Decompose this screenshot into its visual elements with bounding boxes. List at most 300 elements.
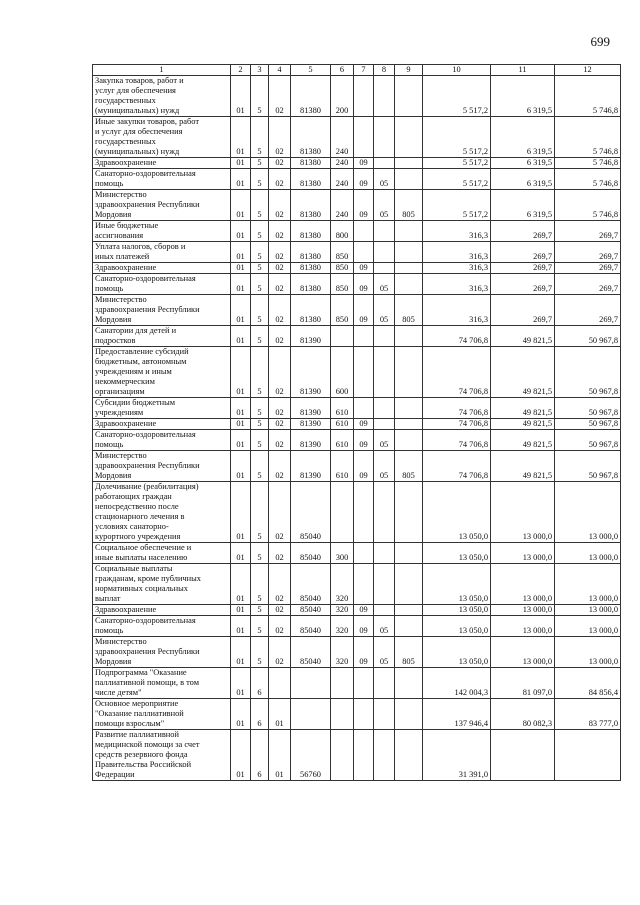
amount-10-cell: 31 391,0 [423,730,491,781]
code-5-cell: 81380 [291,263,331,274]
code-2-cell: 01 [231,326,251,347]
code-3-cell: 5 [251,117,269,158]
code-5-cell: 85040 [291,605,331,616]
code-6-cell: 850 [331,274,354,295]
code-2-cell: 01 [231,564,251,605]
code-4-cell: 02 [269,605,291,616]
code-3-cell: 5 [251,158,269,169]
code-2-cell: 01 [231,543,251,564]
code-9-cell [395,430,423,451]
amount-12-cell: 269,7 [555,263,621,274]
code-8-cell [374,482,395,543]
code-7-cell: 09 [354,263,374,274]
table-row [93,451,621,482]
code-5-cell: 85040 [291,564,331,605]
amount-11-cell: 81 097,0 [491,668,555,699]
amount-10-cell: 316,3 [423,295,491,326]
code-4-cell [269,668,291,699]
table-row [93,398,621,419]
code-9-cell [395,699,423,730]
header-cell: 2 [231,65,251,76]
row-name-cell: Здравоохранение [93,158,231,169]
code-5-cell: 81380 [291,117,331,158]
amount-11-cell: 49 821,5 [491,347,555,398]
row-name-cell: Санатории для детей и подростков [93,326,231,347]
code-4-cell: 02 [269,190,291,221]
code-4-cell: 02 [269,637,291,668]
code-2-cell: 01 [231,263,251,274]
row-name-cell: Социальное обеспечение и иные выплаты населению [93,543,231,564]
code-3-cell: 6 [251,730,269,781]
code-2-cell: 01 [231,482,251,543]
header-cell: 11 [491,65,555,76]
amount-11-cell: 13 000,0 [491,605,555,616]
amount-11-cell: 49 821,5 [491,419,555,430]
table-row [93,616,621,637]
table-row [93,274,621,295]
code-9-cell [395,564,423,605]
amount-12-cell: 50 967,8 [555,398,621,419]
code-8-cell: 05 [374,451,395,482]
code-6-cell: 320 [331,605,354,616]
row-name-cell: Здравоохранение [93,605,231,616]
code-2-cell: 01 [231,451,251,482]
amount-10-cell: 5 517,2 [423,117,491,158]
code-8-cell [374,263,395,274]
code-2-cell: 01 [231,730,251,781]
amount-10-cell: 137 946,4 [423,699,491,730]
code-7-cell: 09 [354,274,374,295]
header-cell: 10 [423,65,491,76]
code-5-cell: 81390 [291,347,331,398]
code-3-cell: 5 [251,451,269,482]
code-9-cell [395,347,423,398]
code-6-cell: 320 [331,637,354,668]
code-8-cell: 05 [374,295,395,326]
table-row [93,430,621,451]
code-3-cell: 5 [251,482,269,543]
code-8-cell [374,347,395,398]
code-8-cell [374,605,395,616]
row-name-cell: Министерство здравоохранения Республики Мордовия [93,451,231,482]
code-9-cell [395,263,423,274]
row-name-cell: Предоставление субсидий бюджетным, автономным учреждениям и иным некоммерческим организациям [93,347,231,398]
code-3-cell: 5 [251,605,269,616]
code-7-cell [354,564,374,605]
table-row [93,605,621,616]
amount-11-cell: 6 319,5 [491,76,555,117]
table-row [93,730,621,781]
code-4-cell: 02 [269,274,291,295]
amount-11-cell: 13 000,0 [491,543,555,564]
code-5-cell: 81380 [291,190,331,221]
amount-12-cell: 5 746,8 [555,117,621,158]
code-4-cell: 02 [269,158,291,169]
table-row [93,543,621,564]
code-6-cell: 300 [331,543,354,564]
header-cell: 3 [251,65,269,76]
code-8-cell [374,419,395,430]
code-2-cell: 01 [231,169,251,190]
code-2-cell: 01 [231,221,251,242]
code-9-cell [395,616,423,637]
table-row [93,221,621,242]
code-6-cell: 850 [331,263,354,274]
amount-12-cell: 13 000,0 [555,543,621,564]
code-5-cell: 81390 [291,451,331,482]
table-row [93,190,621,221]
code-5-cell: 81390 [291,419,331,430]
code-5-cell: 81390 [291,398,331,419]
table-row [93,482,621,543]
code-5-cell: 85040 [291,616,331,637]
code-4-cell: 02 [269,242,291,263]
code-7-cell [354,668,374,699]
header-cell: 7 [354,65,374,76]
code-2-cell: 01 [231,699,251,730]
amount-11-cell: 49 821,5 [491,451,555,482]
header-cell: 1 [93,65,231,76]
code-3-cell: 5 [251,419,269,430]
code-5-cell: 81380 [291,295,331,326]
code-8-cell: 05 [374,430,395,451]
code-8-cell [374,543,395,564]
code-9-cell [395,419,423,430]
code-8-cell [374,117,395,158]
code-2-cell: 01 [231,190,251,221]
code-6-cell: 240 [331,158,354,169]
row-name-cell: Здравоохранение [93,419,231,430]
code-2-cell: 01 [231,76,251,117]
code-7-cell: 09 [354,616,374,637]
code-7-cell [354,482,374,543]
row-name-cell: Долечивание (реабилитация) работающих граждан непосредственно после стационарного лечения в условиях санаторно- курортного учреждения [93,482,231,543]
row-name-cell: Министерство здравоохранения Республики Мордовия [93,637,231,668]
code-4-cell: 02 [269,347,291,398]
table-row [93,668,621,699]
amount-12-cell [555,730,621,781]
code-2-cell: 01 [231,242,251,263]
code-9-cell [395,605,423,616]
amount-12-cell: 13 000,0 [555,482,621,543]
amount-12-cell: 269,7 [555,274,621,295]
code-5-cell: 85040 [291,482,331,543]
code-8-cell [374,699,395,730]
amount-12-cell: 269,7 [555,221,621,242]
amount-10-cell: 13 050,0 [423,543,491,564]
code-7-cell: 09 [354,430,374,451]
code-3-cell: 5 [251,430,269,451]
code-3-cell: 5 [251,274,269,295]
amount-12-cell: 5 746,8 [555,76,621,117]
amount-11-cell: 49 821,5 [491,398,555,419]
amount-12-cell: 5 746,8 [555,190,621,221]
table-row [93,347,621,398]
code-9-cell [395,169,423,190]
amount-10-cell: 74 706,8 [423,398,491,419]
code-7-cell [354,699,374,730]
code-5-cell: 56760 [291,730,331,781]
code-5-cell: 81390 [291,430,331,451]
code-6-cell [331,668,354,699]
code-4-cell: 02 [269,419,291,430]
amount-10-cell: 5 517,2 [423,169,491,190]
code-6-cell: 320 [331,564,354,605]
amount-11-cell: 13 000,0 [491,564,555,605]
amount-10-cell: 13 050,0 [423,605,491,616]
amount-12-cell: 50 967,8 [555,419,621,430]
code-5-cell: 81380 [291,158,331,169]
code-9-cell [395,730,423,781]
code-8-cell [374,158,395,169]
code-2-cell: 01 [231,274,251,295]
amount-12-cell: 13 000,0 [555,564,621,605]
code-4-cell: 02 [269,295,291,326]
code-3-cell: 6 [251,668,269,699]
code-8-cell [374,564,395,605]
code-8-cell: 05 [374,616,395,637]
code-7-cell [354,221,374,242]
code-7-cell: 09 [354,190,374,221]
code-3-cell: 5 [251,242,269,263]
code-8-cell [374,326,395,347]
amount-12-cell: 83 777,0 [555,699,621,730]
amount-11-cell: 6 319,5 [491,158,555,169]
amount-11-cell: 6 319,5 [491,169,555,190]
table-row [93,169,621,190]
amount-10-cell: 74 706,8 [423,326,491,347]
code-2-cell: 01 [231,605,251,616]
amount-11-cell: 6 319,5 [491,117,555,158]
code-2-cell: 01 [231,637,251,668]
code-8-cell: 05 [374,637,395,668]
code-2-cell: 01 [231,295,251,326]
code-7-cell: 09 [354,295,374,326]
row-name-cell: Санаторно-оздоровительная помощь [93,274,231,295]
table-row [93,419,621,430]
code-6-cell: 850 [331,295,354,326]
code-4-cell: 02 [269,482,291,543]
page-number: 699 [590,34,610,49]
code-7-cell: 09 [354,419,374,430]
code-2-cell: 01 [231,419,251,430]
code-2-cell: 01 [231,668,251,699]
code-6-cell: 850 [331,242,354,263]
code-7-cell [354,543,374,564]
code-4-cell: 02 [269,326,291,347]
code-6-cell [331,326,354,347]
amount-12-cell: 13 000,0 [555,605,621,616]
budget-table [92,64,621,781]
code-7-cell [354,117,374,158]
code-7-cell [354,398,374,419]
code-3-cell: 5 [251,398,269,419]
amount-11-cell: 269,7 [491,263,555,274]
code-5-cell: 81380 [291,242,331,263]
code-3-cell: 5 [251,263,269,274]
code-9-cell [395,543,423,564]
amount-11-cell: 269,7 [491,242,555,263]
code-5-cell: 85040 [291,543,331,564]
code-3-cell: 5 [251,221,269,242]
code-6-cell: 610 [331,419,354,430]
code-6-cell [331,482,354,543]
amount-10-cell: 316,3 [423,274,491,295]
code-5-cell: 81380 [291,221,331,242]
code-6-cell: 200 [331,76,354,117]
row-name-cell: Иные бюджетные ассигнования [93,221,231,242]
code-3-cell: 6 [251,699,269,730]
code-4-cell: 01 [269,730,291,781]
code-5-cell: 81390 [291,326,331,347]
code-8-cell: 05 [374,190,395,221]
code-6-cell: 320 [331,616,354,637]
code-2-cell: 01 [231,430,251,451]
code-5-cell: 81380 [291,274,331,295]
row-name-cell: Иные закупки товаров, работ и услуг для обеспечения государственных (муниципальных) нужд [93,117,231,158]
amount-10-cell: 13 050,0 [423,482,491,543]
code-6-cell: 610 [331,430,354,451]
row-name-cell: Санаторно-оздоровительная помощь [93,430,231,451]
amount-11-cell: 269,7 [491,295,555,326]
row-name-cell: Уплата налогов, сборов и иных платежей [93,242,231,263]
code-8-cell [374,730,395,781]
code-6-cell: 610 [331,398,354,419]
code-6-cell [331,730,354,781]
table-row [93,117,621,158]
amount-11-cell: 49 821,5 [491,326,555,347]
row-name-cell: Субсидии бюджетным учреждениям [93,398,231,419]
amount-10-cell: 74 706,8 [423,419,491,430]
amount-11-cell: 269,7 [491,221,555,242]
table-body [93,76,621,781]
amount-11-cell: 13 000,0 [491,616,555,637]
amount-12-cell: 269,7 [555,242,621,263]
row-name-cell: Санаторно-оздоровительная помощь [93,616,231,637]
code-9-cell [395,274,423,295]
code-6-cell: 600 [331,347,354,398]
code-7-cell: 09 [354,158,374,169]
amount-10-cell: 142 004,3 [423,668,491,699]
code-5-cell: 85040 [291,637,331,668]
amount-12-cell: 269,7 [555,295,621,326]
code-4-cell: 02 [269,564,291,605]
table-row [93,564,621,605]
code-7-cell [354,326,374,347]
code-3-cell: 5 [251,190,269,221]
code-8-cell [374,76,395,117]
code-3-cell: 5 [251,637,269,668]
row-name-cell: Здравоохранение [93,263,231,274]
header-cell: 4 [269,65,291,76]
header-cell: 5 [291,65,331,76]
code-4-cell: 02 [269,263,291,274]
code-5-cell: 81380 [291,76,331,117]
code-7-cell [354,242,374,263]
amount-12-cell: 13 000,0 [555,637,621,668]
code-8-cell [374,398,395,419]
code-7-cell: 09 [354,605,374,616]
code-9-cell [395,242,423,263]
amount-10-cell: 316,3 [423,221,491,242]
code-6-cell [331,699,354,730]
header-row [93,65,621,76]
amount-11-cell: 13 000,0 [491,637,555,668]
code-5-cell [291,699,331,730]
code-3-cell: 5 [251,169,269,190]
code-6-cell: 610 [331,451,354,482]
code-3-cell: 5 [251,543,269,564]
row-name-cell: Министерство здравоохранения Республики Мордовия [93,295,231,326]
code-6-cell: 240 [331,117,354,158]
amount-10-cell: 5 517,2 [423,190,491,221]
code-5-cell [291,668,331,699]
code-9-cell: 805 [395,295,423,326]
code-3-cell: 5 [251,76,269,117]
amount-10-cell: 316,3 [423,242,491,263]
amount-10-cell: 74 706,8 [423,430,491,451]
code-9-cell [395,221,423,242]
code-3-cell: 5 [251,564,269,605]
code-4-cell: 02 [269,543,291,564]
table-row [93,76,621,117]
table-row [93,637,621,668]
code-7-cell [354,76,374,117]
amount-11-cell: 6 319,5 [491,190,555,221]
row-name-cell: Министерство здравоохранения Республики Мордовия [93,190,231,221]
code-4-cell: 02 [269,430,291,451]
header-cell: 8 [374,65,395,76]
code-9-cell [395,326,423,347]
code-4-cell: 02 [269,117,291,158]
code-7-cell [354,347,374,398]
row-name-cell: Закупка товаров, работ и услуг для обеспечения государственных (муниципальных) нужд [93,76,231,117]
amount-10-cell: 13 050,0 [423,616,491,637]
row-name-cell: Санаторно-оздоровительная помощь [93,169,231,190]
code-9-cell: 805 [395,637,423,668]
code-8-cell [374,242,395,263]
code-7-cell: 09 [354,451,374,482]
code-9-cell [395,117,423,158]
header-cell: 6 [331,65,354,76]
code-6-cell: 800 [331,221,354,242]
amount-12-cell: 50 967,8 [555,430,621,451]
code-4-cell: 02 [269,616,291,637]
table-row [93,242,621,263]
code-8-cell [374,221,395,242]
header-cell: 9 [395,65,423,76]
code-7-cell [354,730,374,781]
code-2-cell: 01 [231,398,251,419]
code-2-cell: 01 [231,616,251,637]
amount-10-cell: 5 517,2 [423,76,491,117]
code-4-cell: 02 [269,76,291,117]
amount-11-cell: 49 821,5 [491,430,555,451]
code-3-cell: 5 [251,295,269,326]
code-9-cell: 805 [395,451,423,482]
amount-12-cell: 13 000,0 [555,616,621,637]
code-2-cell: 01 [231,347,251,398]
code-3-cell: 5 [251,326,269,347]
code-4-cell: 01 [269,699,291,730]
code-2-cell: 01 [231,117,251,158]
code-5-cell: 81380 [291,169,331,190]
code-4-cell: 02 [269,398,291,419]
amount-11-cell: 13 000,0 [491,482,555,543]
row-name-cell: Социальные выплаты гражданам, кроме публичных нормативных социальных выплат [93,564,231,605]
header-cell: 12 [555,65,621,76]
amount-10-cell: 316,3 [423,263,491,274]
